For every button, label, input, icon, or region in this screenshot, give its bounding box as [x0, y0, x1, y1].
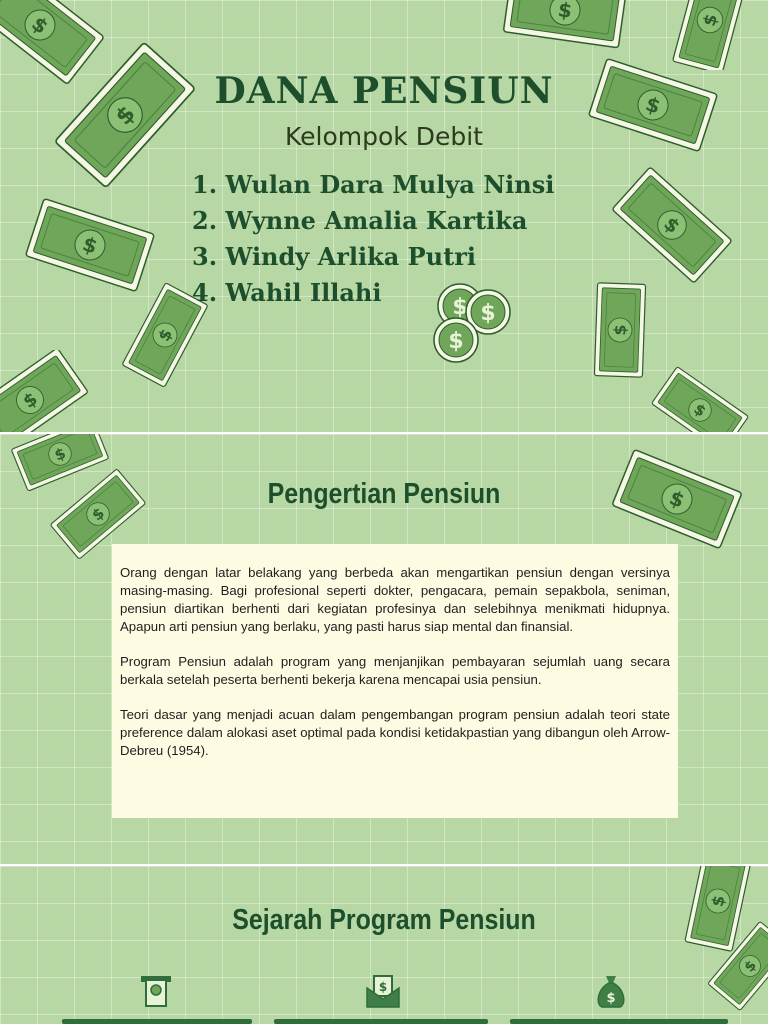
paragraph: Orang dengan latar belakang yang berbeda akan mengartikan pensiun dengan versinya masing-masing. Bagi profesional seperti dokter, pengacara, pemain sepakbola, seniman, pensiun diartikan berhenti dari kegiatan profesinya dan selebihnya menikmati hidupnya. Apapun arti pensiun yang berlaku, yang pasti harus siap mental dan finansial.	[120, 565, 670, 634]
money-envelope-icon	[364, 972, 402, 1010]
dollar-bill-icon	[650, 360, 750, 432]
definition-slide	[0, 434, 768, 864]
atm-cash-icon	[137, 972, 175, 1010]
member-item: 4. Wahil Illahi	[192, 278, 382, 307]
section-title: Pengertian Pensiun	[267, 478, 501, 510]
svg-text:$: $	[378, 980, 388, 994]
group-name: Kelompok Debit	[285, 122, 483, 151]
timeline-bar	[510, 1019, 728, 1024]
money-bag-icon	[592, 972, 630, 1010]
member-item: 1. Wulan Dara Mulya Ninsi	[192, 170, 555, 199]
dollar-bill-icon	[490, 0, 640, 55]
member-list	[192, 167, 554, 311]
dollar-bill-icon	[612, 165, 732, 285]
member-item: 3. Windy Arlika Putri	[192, 242, 476, 271]
paragraph: Teori dasar yang menjadi acuan dalam pengembangan program pensiun adalah teori state preference dalam alokasi aset optimal pada kondisi ketidakpastian yang dibangun oleh Arrow-Debreu (1954).	[120, 707, 670, 758]
dollar-bill-icon	[0, 350, 95, 432]
title-slide	[0, 0, 768, 432]
paragraph: Program Pensiun adalah program yang menjanjikan pembayaran sejumlah uang secara berkala setelah peserta berhenti bekerja karena mencapai usia pensiun.	[120, 654, 670, 687]
member-item: 2. Wynne Amalia Kartika	[192, 206, 528, 235]
page-title: DANA PENSIUN	[214, 70, 554, 112]
section-title: Sejarah Program Pensiun	[232, 904, 536, 936]
timeline-bar	[274, 1019, 488, 1024]
dollar-bill-icon	[705, 921, 768, 1011]
svg-text:$: $	[606, 991, 616, 1006]
history-slide	[0, 866, 768, 1024]
definition-textbox	[112, 544, 678, 818]
timeline-bar	[62, 1019, 252, 1024]
dollar-bill-icon	[40, 30, 210, 200]
